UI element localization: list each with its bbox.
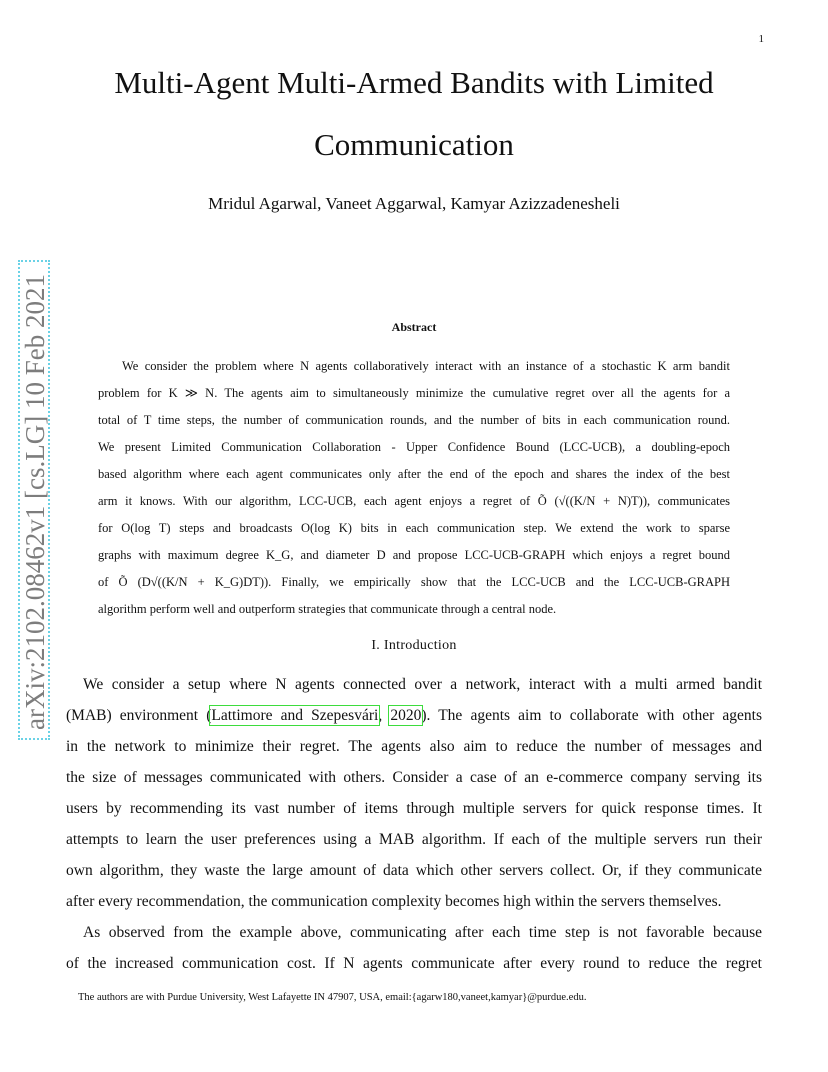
paper-title-line-1: Multi-Agent Multi-Armed Bandits with Limited [114,65,714,100]
abstract-line: We consider the problem where N agents collaboratively interact with an instance of a stochastic K arm bandit [122,359,730,373]
section-heading-introduction: I. Introduction [371,638,457,653]
intro-paragraph-line: the size of messages communicated with others. Consider a case of an e-commerce company serving its [66,769,762,786]
abstract-line: for O(log T) steps and broadcasts O(log K) bits in each communication step. We extend the work to sparse [98,521,730,535]
intro-paragraph-line: of the increased communication cost. If N agents communicate after every round to reduce the regret [66,955,762,972]
intro-paragraph-line [66,700,762,731]
author-list: Mridul Agarwal, Vaneet Aggarwal, Kamyar Azizzadenesheli [208,194,620,213]
arxiv-identifier-stamp[interactable]: arXiv:2102.08462v1 [cs.LG] 10 Feb 2021 [18,260,50,740]
abstract-line: algorithm perform well and outperform strategies that communicate through a central node. [98,602,557,616]
citation-link-authors[interactable]: Lattimore and Szepesvári [211,707,379,724]
intro-text-segment: (MAB) environment ( [66,707,212,724]
intro-paragraph-line: attempts to learn the user preferences using a MAB algorithm. If each of the multiple servers run their [66,831,762,848]
intro-paragraph-line: As observed from the example above, communicating after each time step is not favorable because [83,924,762,941]
intro-paragraph-line: in the network to minimize their regret. The agents also aim to reduce the number of messages and [66,738,762,755]
page-number: 1 [758,33,764,45]
abstract-line: of Õ (D√((K/N + K_G)DT)). Finally, we empirically show that the LCC-UCB and the LCC-UCB-GRAPH [98,575,730,589]
intro-text-segment: ). The agents aim to collaborate with other agents [421,707,762,724]
intro-paragraph-line: users by recommending its vast number of items through multiple servers for quick response times. It [66,800,762,817]
citation-separator: , [378,707,391,724]
citation-link-year[interactable]: 2020 [390,707,422,724]
author-affiliation-footnote: The authors are with Purdue University, West Lafayette IN 47907, USA, email:{agarw180,vaneet,kamyar}@purdue.edu. [78,992,587,1003]
abstract-heading: Abstract [391,320,437,334]
abstract-line: based algorithm where each agent communicates only after the end of the epoch and shares the index of the best [98,467,730,481]
abstract-line: We present Limited Communication Collaboration - Upper Confidence Bound (LCC-UCB), a doubling-epoch [98,440,730,454]
intro-paragraph-line: after every recommendation, the communication complexity becomes high within the servers themselves. [66,893,722,910]
intro-paragraph-line: own algorithm, they waste the large amount of data which other servers collect. Or, if they communicate [66,862,762,879]
paper-title-line-2: Communication [314,127,514,162]
abstract-line: graphs with maximum degree K_G, and diameter D and propose LCC-UCB-GRAPH which enjoys a regret bound [98,548,730,562]
abstract-line: arm it knows. With our algorithm, LCC-UCB, each agent enjoys a regret of Õ (√((K/N + N)T)), communicates [98,494,730,508]
abstract-line: problem for K ≫ N. The agents aim to simultaneously minimize the cumulative regret over all the agents for a [98,386,730,400]
abstract-line: total of T time steps, the number of communication rounds, and the number of bits in each communication round. [98,413,730,427]
intro-paragraph-line: We consider a setup where N agents connected over a network, interact with a multi armed bandit [83,676,762,693]
